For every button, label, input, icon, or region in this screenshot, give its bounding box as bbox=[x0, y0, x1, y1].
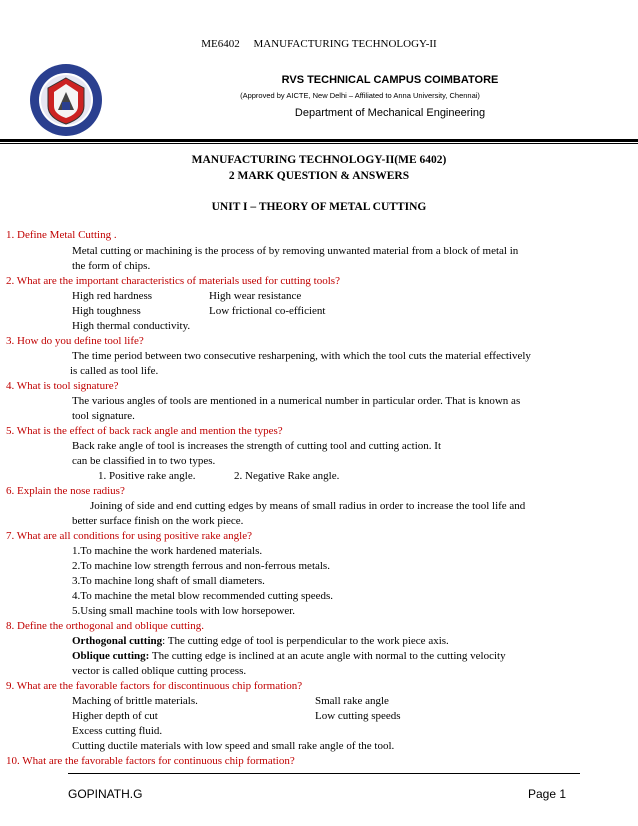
answer-9-item: Higher depth of cut bbox=[72, 710, 158, 722]
answer-9-item: Small rake angle bbox=[315, 695, 389, 707]
answer-5-line-1: Back rake angle of tool is increases the strength of cutting tool and cutting action. It bbox=[72, 440, 442, 452]
course-title: MANUFACTURING TECHNOLOGY-II bbox=[253, 38, 437, 50]
answer-3-line-2: is called as tool life. bbox=[70, 365, 159, 377]
question-9: 9. What are the favorable factors for discontinuous chip formation? bbox=[6, 680, 303, 692]
answer-6-line-1: Joining of side and end cutting edges by means of small radius in order to increase the tool life and bbox=[90, 500, 526, 512]
answer-5-type: 1. Positive rake angle. bbox=[98, 470, 196, 482]
college-logo bbox=[28, 62, 104, 138]
definition-orthogonal: : The cutting edge of tool is perpendicular to the work piece axis. bbox=[162, 635, 449, 647]
answer-7-item: 5.Using small machine tools with low horsepower. bbox=[72, 605, 296, 617]
answer-2-item: High red hardness bbox=[72, 290, 153, 302]
running-header bbox=[0, 38, 638, 50]
affiliation-note: (Approved by AICTE, New Delhi – Affiliated to Anna University, Chennai) bbox=[240, 91, 480, 100]
question-3: 3. How do you define tool life? bbox=[6, 335, 144, 347]
question-7: 7. What are all conditions for using positive rake angle? bbox=[6, 530, 253, 542]
question-10: 10. What are the favorable factors for continuous chip formation? bbox=[6, 755, 295, 767]
question-5: 5. What is the effect of back rack angle and mention the types? bbox=[6, 425, 283, 437]
answer-9-item: Excess cutting fluid. bbox=[72, 725, 163, 737]
answer-4-line-2: tool signature. bbox=[72, 410, 135, 422]
answer-4-line-1: The various angles of tools are mentioned in a numerical number in particular order. That is known as bbox=[72, 395, 521, 407]
answer-7-item: 3.To machine long shaft of small diameters. bbox=[72, 575, 265, 587]
question-2: 2. What are the important characteristics of materials used for cutting tools? bbox=[6, 275, 340, 287]
question-4: 4. What is tool signature? bbox=[6, 380, 119, 392]
header-divider-thin bbox=[0, 143, 638, 144]
answer-2-item: Low frictional co-efficient bbox=[209, 305, 326, 317]
answer-9-item: Maching of brittle materials. bbox=[72, 695, 198, 707]
college-name: RVS TECHNICAL CAMPUS COIMBATORE bbox=[281, 74, 499, 86]
question-1: 1. Define Metal Cutting . bbox=[6, 229, 117, 241]
question-6: 6. Explain the nose radius? bbox=[6, 485, 125, 497]
answer-2-item: High toughness bbox=[72, 305, 141, 317]
answer-1-line-1: Metal cutting or machining is the process of by removing unwanted material from a block of metal in bbox=[72, 245, 519, 257]
answer-7-item: 4.To machine the metal blow recommended cutting speeds. bbox=[72, 590, 334, 602]
answer-9-item: Cutting ductile materials with low speed and small rake angle of the tool. bbox=[72, 740, 395, 752]
unit-heading: UNIT I – THEORY OF METAL CUTTING bbox=[211, 201, 427, 213]
answer-8-line-2 bbox=[72, 650, 506, 662]
answer-6-line-2: better surface finish on the work piece. bbox=[72, 515, 244, 527]
term-orthogonal: Orthogonal cutting bbox=[72, 635, 163, 647]
document-subtitle: 2 MARK QUESTION & ANSWERS bbox=[228, 170, 410, 182]
answer-8-line-3: vector is called oblique cutting process. bbox=[72, 665, 247, 677]
answer-3-line-1: The time period between two consecutive resharpening, with which the tool cuts the material effectively bbox=[72, 350, 531, 362]
answer-7-item: 1.To machine the work hardened materials. bbox=[72, 545, 263, 557]
answer-9-item: Low cutting speeds bbox=[315, 710, 401, 722]
term-oblique: Oblique cutting: bbox=[72, 650, 150, 662]
header-divider bbox=[0, 139, 638, 142]
answer-1-line-2: the form of chips. bbox=[72, 260, 151, 272]
answer-5-type: 2. Negative Rake angle. bbox=[234, 470, 340, 482]
footer-author: GOPINATH.G bbox=[68, 787, 143, 801]
document-title: MANUFACTURING TECHNOLOGY-II(ME 6402) bbox=[191, 154, 447, 166]
answer-5-line-2: can be classified in to two types. bbox=[72, 455, 216, 467]
department-name: Department of Mechanical Engineering bbox=[294, 107, 486, 119]
answer-2-item: High thermal conductivity. bbox=[72, 320, 191, 332]
answer-2-item: High wear resistance bbox=[209, 290, 302, 302]
course-code: ME6402 bbox=[201, 38, 240, 50]
definition-oblique: The cutting edge is inclined at an acute angle with normal to the cutting velocity bbox=[149, 650, 506, 662]
footer-divider bbox=[68, 773, 580, 774]
answer-7-item: 2.To machine low strength ferrous and non-ferrous metals. bbox=[72, 560, 330, 572]
page-number: Page 1 bbox=[528, 787, 567, 801]
answer-8-line-1 bbox=[72, 635, 449, 647]
question-8: 8. Define the orthogonal and oblique cutting. bbox=[6, 620, 204, 632]
